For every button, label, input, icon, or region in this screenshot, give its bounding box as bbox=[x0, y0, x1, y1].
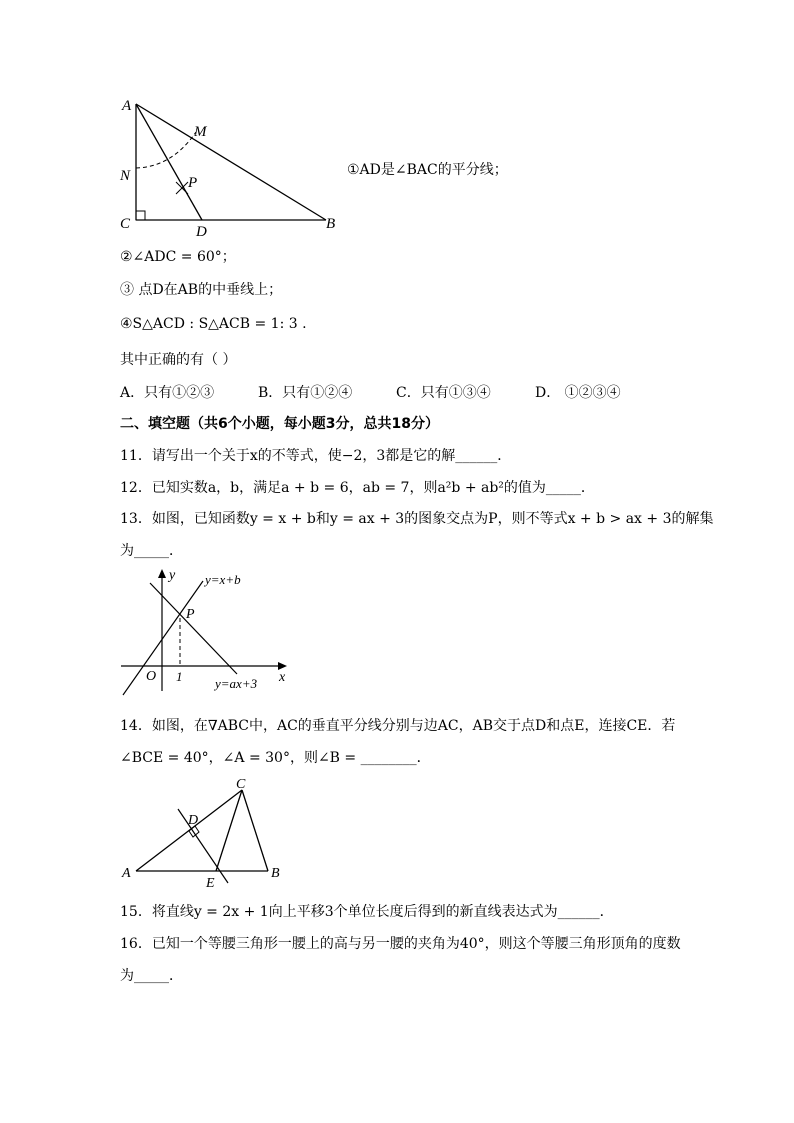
section-title: 二、填空题（共6个小题，每小题3分，总共18分） bbox=[120, 416, 439, 432]
label-A14: A bbox=[122, 866, 131, 881]
question-15: 15．将直线y = 2x + 1向上平移3个单位长度后得到的新直线表达式为______． bbox=[120, 904, 614, 920]
statement-3: ③ 点D在AB的中垂线上； bbox=[120, 282, 283, 298]
question-12: 12．已知实数a，b，满足a + b = 6，ab = 7，则a²b + ab²的值为_____． bbox=[120, 480, 595, 496]
line-ax3-label: y=ax+3 bbox=[215, 676, 258, 691]
label-N: N bbox=[120, 168, 131, 184]
label-D: D bbox=[196, 224, 207, 240]
question-11: 11．请写出一个关于x的不等式，使−2，3都是它的解______． bbox=[120, 448, 512, 464]
question-13-line1: 13．如图，已知函数y = x + b和y = ax + 3的图象交点为P，则不等式x + b > ax + 3的解集 bbox=[120, 511, 714, 527]
option-d: D． ①②③④ bbox=[535, 385, 621, 401]
statement-2: ②∠ADC = 60°； bbox=[120, 249, 236, 265]
figure-triangle-bisector bbox=[112, 92, 347, 242]
option-c: C．只有①③④ bbox=[396, 385, 491, 401]
statement-4: ④S△ACD : S△ACB = 1: 3 . bbox=[120, 316, 307, 332]
question-14-line2: ∠BCE = 40°，∠A = 30°，则∠B = ________． bbox=[120, 750, 431, 766]
question-16-line2: 为_____． bbox=[120, 968, 183, 984]
question-13-line2: 为_____． bbox=[120, 543, 183, 559]
label-B: B bbox=[326, 216, 336, 232]
intersection-P-label: P bbox=[186, 607, 195, 622]
statement-1: ①AD是∠BAC的平分线； bbox=[347, 162, 508, 178]
label-M: M bbox=[194, 124, 207, 140]
question-16-line1: 16．已知一个等腰三角形一腰上的高与另一腰的夹角为40°，则这个等腰三角形顶角的度数 bbox=[120, 936, 681, 952]
axis-y-label: y bbox=[169, 568, 176, 583]
option-a: A．只有①②③ bbox=[120, 385, 215, 401]
question-prompt: 其中正确的有（ ） bbox=[120, 352, 237, 368]
figure-two-lines bbox=[115, 563, 295, 703]
axis-x-label: x bbox=[279, 670, 286, 685]
label-D14: D bbox=[188, 813, 199, 828]
question-14-line1: 14．如图，在∇ABC中，AC的垂直平分线分别与边AC，AB交于点D和点E，连接CE．若 bbox=[120, 718, 676, 734]
label-C14: C bbox=[236, 779, 246, 792]
label-A: A bbox=[122, 98, 132, 114]
tick-1-label: 1 bbox=[176, 669, 183, 684]
figure-triangle-perp-bisector bbox=[118, 779, 293, 889]
label-C: C bbox=[120, 216, 131, 232]
label-B14: B bbox=[271, 866, 280, 881]
line-xb-label: y=x+b bbox=[205, 572, 241, 587]
origin-label: O bbox=[146, 669, 157, 684]
option-b: B．只有①②④ bbox=[258, 385, 353, 401]
label-P: P bbox=[188, 175, 198, 191]
label-E14: E bbox=[206, 876, 215, 889]
